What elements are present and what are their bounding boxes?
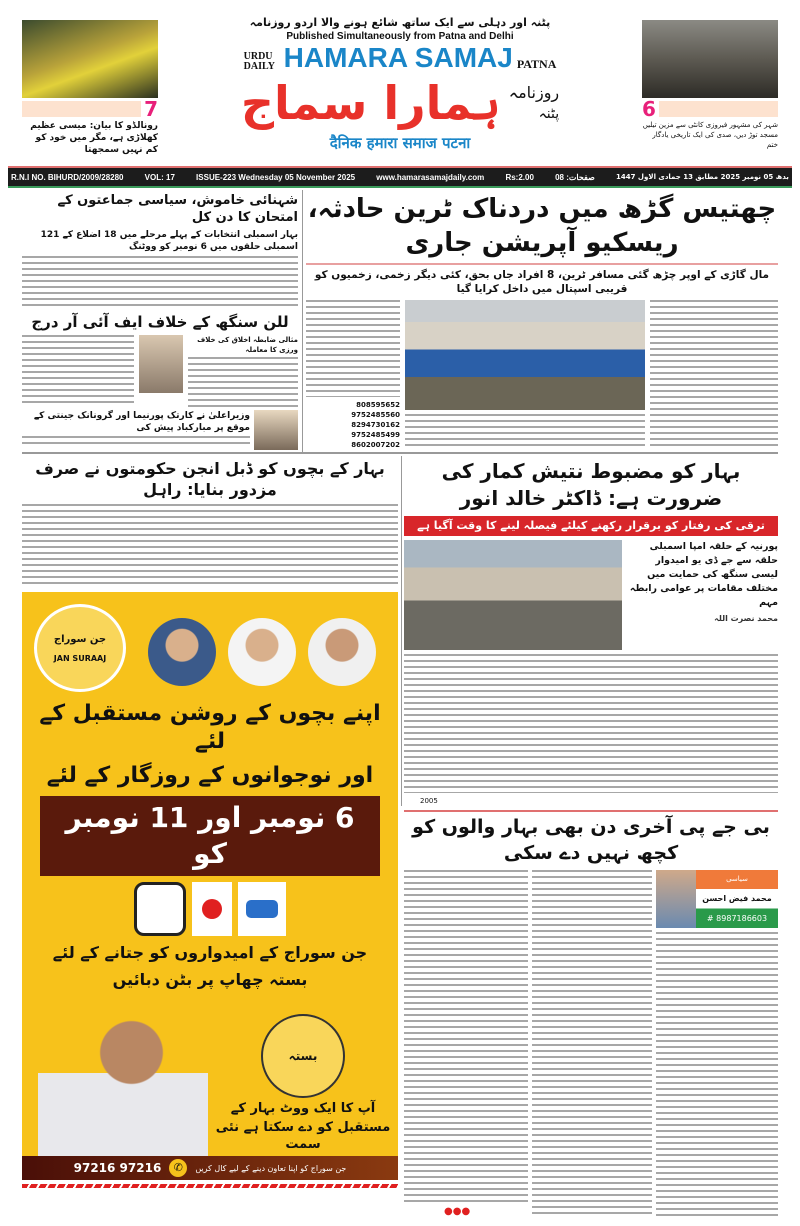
teaser-caption-left[interactable]: رونالڈو کا بیان: میسی عظیم کھلاڑی ہے، مگر میں خود کو کم نہیں سمجھتا: [30, 121, 158, 155]
masthead-roznama: روزنامہ: [508, 83, 560, 102]
helpline-number: 9752485560: [351, 411, 400, 419]
train-accident-photo: [405, 300, 645, 410]
phone-icon: ✆: [169, 1159, 187, 1177]
helpline-number: 9752485499: [351, 431, 400, 439]
masthead-patna-urdu: پٹنہ: [538, 106, 560, 122]
press-button-icon: [238, 882, 286, 936]
candidate-photo: [148, 618, 216, 686]
candidate-photo: [228, 618, 296, 686]
teaser-left[interactable]: [22, 20, 158, 165]
teaser-page-left[interactable]: 7: [144, 97, 158, 121]
ad-line-3: جن سوراج کے امیدواروں کو جتانے کے لئے: [52, 943, 368, 962]
masthead-tagline-en: Published Simultaneously from Patna and Delhi: [286, 31, 514, 42]
rahul-story: [22, 458, 398, 588]
rni-number: R.N.I NO. BIHURD/2009/28280: [11, 172, 124, 182]
ad-line-5: آپ کا ایک ووٹ بہار کے: [230, 1101, 376, 1116]
ad-line-4: بستہ چھاپ پر بٹن دبائیں: [112, 970, 308, 989]
lead-story: [306, 192, 778, 450]
columnist-box: [656, 870, 778, 928]
development-banner: ترقی کی رفتار کو برقرار رکھنے کیلئے فیصلہ لینے کا وقت آگیا ہے: [404, 516, 778, 536]
nitish-story: [404, 458, 778, 806]
story-headline-cm-greetings[interactable]: وزیراعلیٰ نے کارتک پورنیما اور گرونانک جینتی کے موقع پر مبارکباد پیش کی: [33, 411, 250, 433]
left-column: [22, 192, 298, 450]
ballot-red-dot-icon: [192, 882, 232, 936]
story-headline-lalan-singh[interactable]: للن سنگھ کے خلاف ایف آئی آر درج: [31, 313, 289, 331]
urdu-date: بدھ 05 نومبر 2025 مطابق 13 جمادی الاول 1447: [616, 173, 789, 181]
campaign-photo: [404, 540, 622, 650]
bjp-story: [404, 814, 778, 1218]
teaser-page-right[interactable]: 6: [642, 97, 656, 121]
ballot-bag-icon: [134, 882, 186, 936]
masthead-city: PATNA: [516, 57, 557, 71]
columnist-label: سیاسی: [726, 875, 748, 884]
helpline-number: 8602007202: [351, 441, 400, 449]
teaser-photo-left[interactable]: [22, 20, 158, 98]
teaser-photo-right[interactable]: [642, 20, 778, 98]
candidate-photo: [308, 618, 376, 686]
masthead-tagline-urdu: پٹنہ اور دہلی سے ایک ساتھ شائع ہونے والا اردو روزنامہ: [249, 16, 551, 29]
school-bag-symbol: بستہ: [261, 1014, 345, 1098]
ad-call-text: جن سوراج کو اپنا تعاون دینے کے لیے کال کریں: [195, 1163, 347, 1173]
campaign-highlight: پورنیہ کے حلقہ امپا اسمبلی حلقہ سے جے ڈی یو امیدوار لیسی سنگھ کی حمایت میں مختلف مقامات پر عوامی رابطہ مہم: [629, 541, 778, 608]
helpline-numbers: [306, 400, 400, 450]
year-note: 2005: [420, 797, 438, 805]
columnist-photo: [656, 870, 696, 928]
teaser-right[interactable]: [642, 20, 778, 165]
masthead-title-hindi: दैनिक हमारा समाज पटना: [329, 134, 471, 152]
ad-call-band: [22, 1156, 398, 1180]
masthead-title-en: HAMARA SAMAJ: [283, 42, 513, 73]
masthead-title-urdu: ہمارا سماج: [240, 76, 501, 130]
ad-dates: 6 نومبر اور 11 نومبر کو: [40, 796, 380, 876]
ad-line-2: اور نوجوانوں کے روزگار کے لئے: [46, 763, 374, 788]
ad-line-6: مستقبل کو دے سکتا ہے نئی سمت: [215, 1120, 391, 1152]
ad-line-1: اپنے بچوں کے روشن مستقبل کے لئے: [39, 701, 381, 754]
volume: VOL: 17: [144, 172, 175, 182]
end-dots: ●●●: [444, 1206, 471, 1217]
price: Rs:2.00: [505, 172, 534, 182]
columnist-name: محمد فیض احسن: [702, 893, 772, 903]
cm-photo: [254, 410, 298, 450]
website-link[interactable]: www.hamarasamajdaily.com: [376, 172, 485, 182]
helpline-number: 8294730162: [351, 421, 400, 429]
lalan-singh-photo: [139, 335, 183, 393]
lead-subhead: مال گاڑی کے اوپر چڑھ گئی مسافر ٹرین، 8 افراد جاں بحق، کئی دیگر زخمی، زخمیوں کو قریبی اسپتال میں داخل کرایا گیا: [314, 269, 770, 295]
teaser-caption-right[interactable]: شہر کی مشہور فیروزی کانٹی سے مزین تیلیں مسجد توڑ دیں، صدی کی ایک تاریخی یادگار ختم: [642, 121, 778, 149]
masthead-urdu-daily: URDU DAILY: [243, 51, 275, 72]
issue-date: ISSUE-223 Wednesday 05 November 2025: [196, 172, 356, 182]
story-headline-shehnai[interactable]: شہنائی خاموش، سیاسی جماعتوں کے امتحان کا دن کل: [57, 193, 298, 225]
dateline-bar: [8, 168, 792, 186]
story-sub-lalan-singh: مثالی ضابطہ اخلاق کی خلاف ورزی کا معاملہ: [197, 336, 298, 354]
byline: محمد نصرت اللہ: [714, 614, 778, 623]
page-count: 08 :صفحات: [555, 172, 595, 182]
ad-phone[interactable]: 97216 97216: [73, 1161, 162, 1175]
lead-headline[interactable]: چھتیس گڑھ میں دردناک ٹرین حادثہ، ریسکیو آپریشن جاری: [307, 194, 777, 258]
story-lead-shehnai: بہار اسمبلی انتخابات کے پہلے مرحلے میں 18 اضلاع کے 121 اسمبلی حلقوں میں 6 نومبر کو ووٹنگ: [40, 230, 298, 252]
jan-suraaj-logo: جن سوراج JAN SURAAJ: [34, 604, 126, 692]
jan-suraaj-ad[interactable]: [22, 592, 398, 1180]
masthead: [168, 16, 632, 164]
rahul-headline[interactable]: بہار کے بچوں کو ڈبل انجن حکومتوں نے صرف مزدور بنایا: راہل: [35, 459, 385, 499]
columnist-phone: # 8987186603: [706, 913, 768, 923]
helpline-number: 808595652: [356, 401, 400, 409]
nitish-headline[interactable]: بہار کو مضبوط نتیش کمار کی ضرورت ہے: ڈاکٹر خالد انور: [441, 459, 741, 510]
bjp-headline[interactable]: بی جے پی آخری دن بھی بہار والوں کو کچھ نہیں دے سکی: [412, 816, 770, 864]
prashant-kishor-photo: [38, 1018, 208, 1156]
